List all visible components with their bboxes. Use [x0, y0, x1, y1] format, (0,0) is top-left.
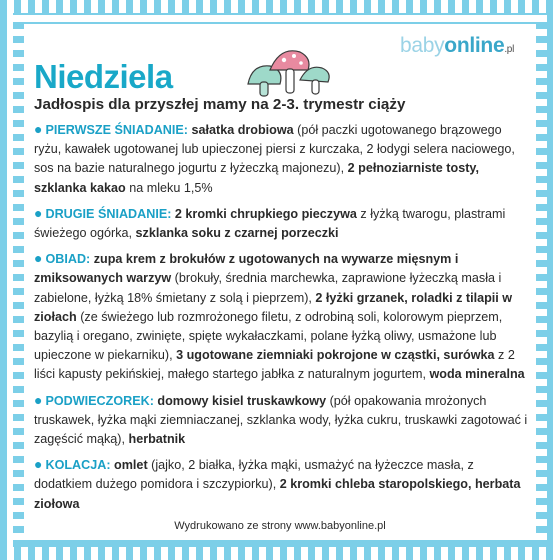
meal-text: z łyżką twarogu, plastrami świeżego ogórka, [34, 206, 506, 241]
meal-afternoon-snack [34, 391, 530, 450]
page-subtitle: Jadłospis dla przyszłej mamy na 2-3. trymestr ciąży [34, 96, 406, 113]
meal-text: (pół opakowania mrożonych truskawek, łyżka mąki ziemniaczanej, szklanka wody, łyżka cukru, truskawki zagotować i zagęścić mąką), [34, 393, 528, 447]
logo-tld: .pl [504, 44, 514, 55]
meal-text: omlet [110, 458, 148, 473]
mushrooms-illustration [234, 40, 334, 100]
meal-label: OBIAD: [45, 252, 91, 267]
meal-text: 2 kromki chrupkiego pieczywa [171, 206, 357, 221]
babyonline-logo [400, 34, 514, 58]
meal-text: herbatnik [125, 432, 186, 447]
meal-list [34, 120, 530, 520]
logo-online: online [444, 34, 505, 57]
meal-text: szklanka soku z czarnej porzeczki [132, 226, 339, 241]
bullet-icon: ● [34, 121, 43, 137]
bullet-icon: ● [34, 204, 43, 221]
meal-text: woda mineralna [426, 367, 525, 382]
meal-text: zupa krem z brokułów z ugotowanych na wywarze mięsnym i zmiksowanych warzyw [34, 252, 459, 286]
meal-text: (brokuły, średnia marchewka, zaprawione łyżeczką masła i zabielone, łyżką 18% śmietany z solą i pieprzem), [34, 271, 502, 305]
meal-text: (pół paczki ugotowanego brązowego ryżu, kawałek ugotowanej lub upieczonej piersi z kurczaka, 2 łodygi selera naciowego, sos na bazie naturalnego jogurtu z łyżeczką majonezu), [34, 123, 515, 176]
meal-text: 2 kromki chleba staropolskiego, herbata ziołowa [34, 477, 521, 511]
mushroom-right-icon [300, 67, 329, 94]
meal-lunch [34, 249, 530, 384]
menu-card [24, 24, 536, 536]
meal-text: 2 łyżki grzanek, roladki z tilapii w ziołach [34, 290, 513, 324]
bullet-icon: ● [34, 250, 43, 267]
meal-text: z 2 liści kapusty pekińskiej, małego startego jabłka z naturalnym jogurtem, [34, 348, 515, 382]
meal-text: 3 ugotowane ziemniaki pokrojone w cząstki, surówka [172, 348, 495, 363]
meal-text: (ze świeżego lub rozmrożonego filetu, z odrobiną soli, kolorowym pieprzem, bazylią i oregano, zwinięte, spięte wykałaczkami, polane łyżką oliwy, usmażone lub upieczone w piekarniku), [34, 309, 503, 363]
logo-baby: baby [399, 34, 445, 57]
footer-source: Wydrukowano ze strony www.babyonline.pl [174, 520, 386, 532]
meal-text: sałatka drobiowa [187, 123, 294, 137]
meal-text: domowy kisiel truskawkowy [153, 393, 327, 408]
meal-text: na mleku 1,5% [125, 180, 213, 195]
bullet-icon: ● [34, 456, 43, 473]
meal-text: 2 pełnoziarniste tosty, szklanka kakao [34, 161, 479, 195]
page-title: Niedziela [34, 58, 173, 95]
meal-dinner [34, 455, 530, 514]
meal-label: PODWIECZOREK: [45, 393, 154, 408]
meal-second-breakfast [34, 204, 530, 243]
meal-label: PIERWSZE ŚNIADANIE: [45, 123, 188, 137]
meal-text: (jajko, 2 białka, łyżka mąki, usmażyć na łyżeczce masła, z dodatkiem dużego pomidora i szczypiorku), [34, 458, 474, 492]
meal-label: KOLACJA: [45, 458, 111, 473]
meal-breakfast [34, 120, 530, 198]
meal-label: DRUGIE ŚNIADANIE: [45, 206, 172, 221]
bullet-icon: ● [34, 391, 43, 408]
